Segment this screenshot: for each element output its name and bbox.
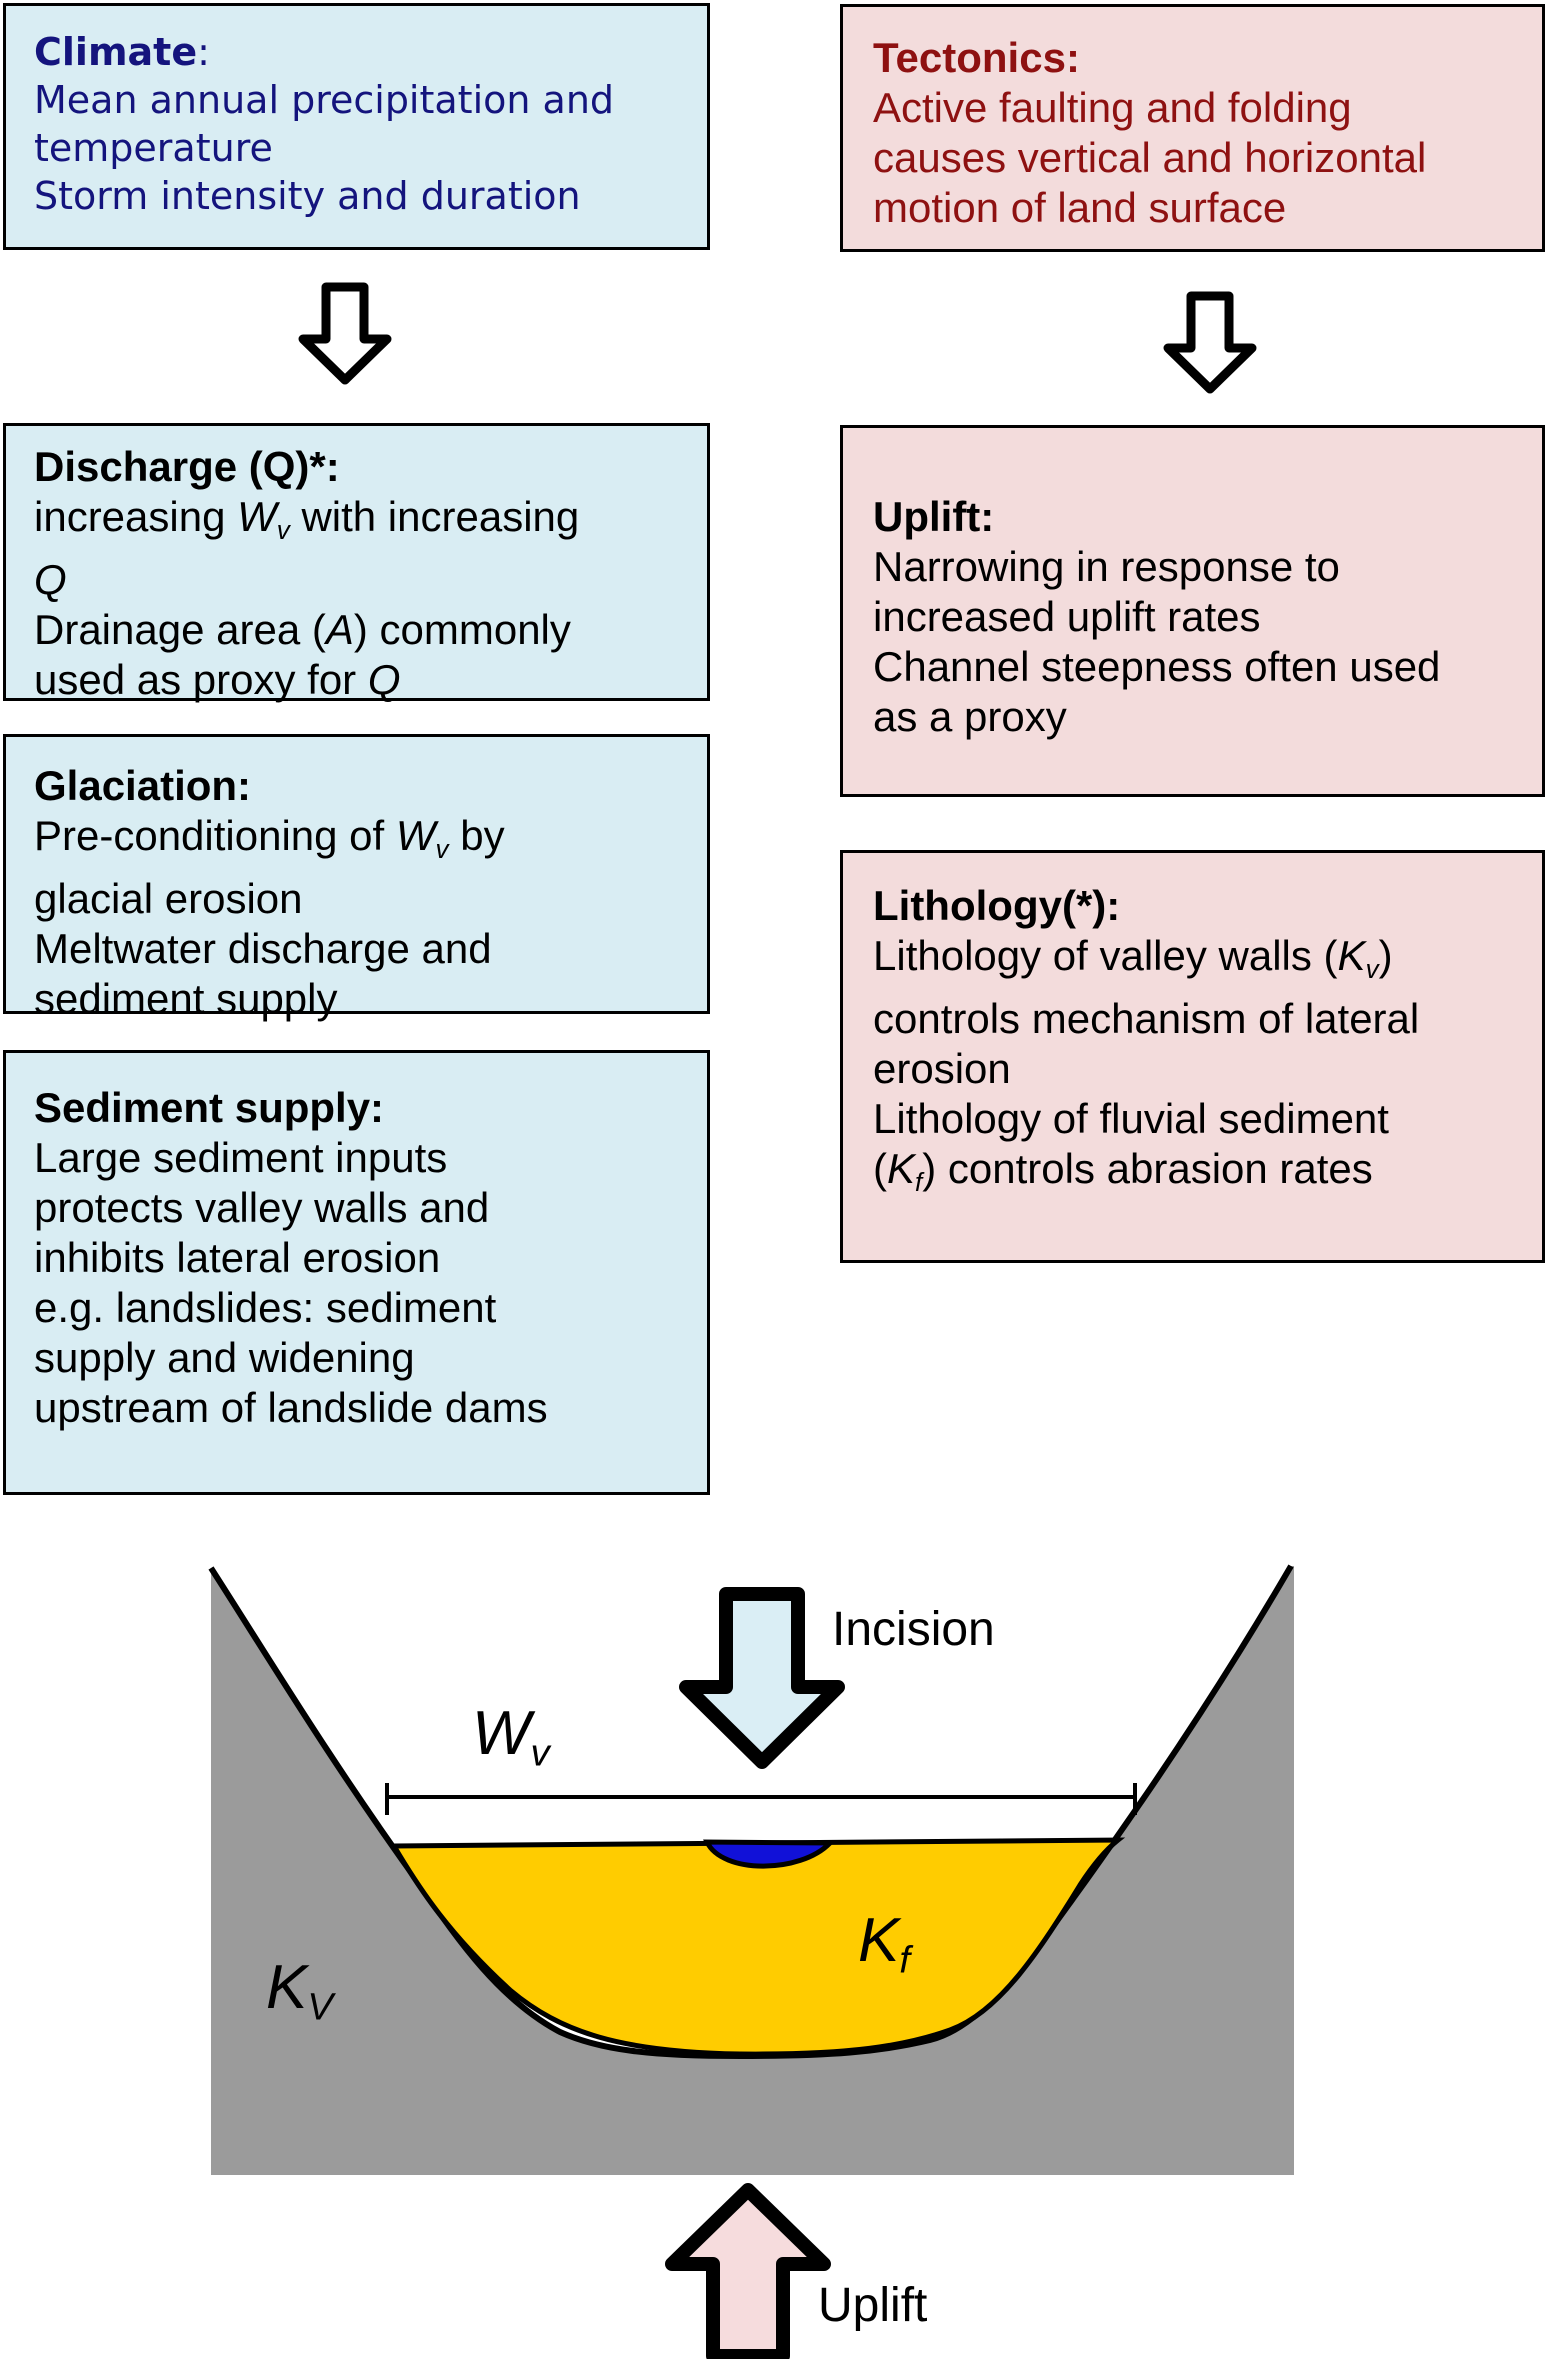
text-line — [34, 1333, 679, 1383]
text-line — [873, 881, 1512, 931]
discharge-box — [3, 423, 710, 701]
text-segment: Climate — [34, 30, 198, 74]
text-segment: Pre-conditioning of — [34, 812, 396, 859]
text-segment: Lithology of valley walls ( — [873, 932, 1338, 979]
text-line — [873, 83, 1512, 133]
text-line — [873, 931, 1512, 994]
text-segment: Active faulting and folding — [873, 84, 1352, 131]
text-segment: Q — [367, 655, 401, 703]
down-arrow-icon — [303, 287, 387, 380]
text-segment: erosion — [873, 1044, 1011, 1092]
text-segment: ) commonly — [353, 605, 571, 653]
text-segment: Large sediment inputs — [34, 1134, 448, 1181]
text-line — [34, 874, 679, 924]
text-line — [873, 1094, 1512, 1144]
text-line — [34, 124, 679, 172]
text-segment: A — [325, 605, 354, 653]
text-segment: K — [1337, 932, 1366, 979]
text-segment: f — [899, 1938, 911, 1982]
tectonics-box — [840, 4, 1545, 252]
down-arrow-icon — [1168, 296, 1252, 389]
text-line — [873, 133, 1512, 183]
text-segment: v — [1365, 953, 1379, 984]
text-segment: : — [197, 30, 210, 74]
sediment-erodibility-label — [858, 1905, 910, 1983]
text-line — [873, 183, 1512, 233]
text-segment: glacial erosion — [34, 874, 303, 922]
incision-label: Incision — [832, 1603, 995, 1656]
text-line — [873, 1144, 1512, 1207]
text-line — [34, 1183, 679, 1233]
text-segment: Lithology(*): — [873, 882, 1121, 929]
text-segment: W — [395, 812, 436, 859]
text-segment: Channel steepness often used — [873, 643, 1441, 690]
text-segment: Lithology of fluvial sediment — [873, 1094, 1389, 1142]
text-line — [873, 33, 1512, 83]
text-line — [873, 692, 1512, 742]
text-segment: used as proxy for — [34, 655, 368, 703]
text-segment: Drainage area ( — [34, 605, 326, 653]
text-segment: controls mechanism of lateral — [873, 994, 1420, 1042]
text-line — [34, 974, 679, 1024]
text-segment: inhibits lateral erosion — [34, 1234, 441, 1281]
text-line — [873, 592, 1512, 642]
text-line — [873, 642, 1512, 692]
text-segment: W — [237, 493, 277, 540]
text-line — [34, 76, 679, 124]
wv-dimension-line — [387, 1783, 1135, 1815]
climate-box — [3, 3, 710, 250]
text-line — [34, 555, 679, 605]
text-line — [873, 492, 1512, 542]
text-segment: ( — [873, 1144, 887, 1192]
text-line — [34, 1383, 679, 1433]
text-segment: Tectonics: — [873, 34, 1080, 81]
text-segment: by — [448, 812, 505, 859]
text-segment: v — [435, 833, 449, 864]
bedrock-erodibility-label — [266, 1952, 333, 2030]
text-line — [873, 994, 1512, 1044]
text-segment: K — [887, 1144, 916, 1192]
text-line — [34, 924, 679, 974]
text-segment: Narrowing in response to — [873, 543, 1340, 590]
text-segment: W — [472, 1699, 531, 1768]
sediment-supply-box — [3, 1050, 710, 1495]
text-segment: ) controls abrasion rates — [922, 1144, 1373, 1192]
text-segment: Meltwater discharge and — [34, 924, 492, 972]
text-segment: supply and widening — [34, 1334, 415, 1381]
text-line — [34, 442, 679, 492]
uplift-box — [840, 425, 1545, 797]
text-segment: Sediment supply: — [34, 1084, 385, 1131]
text-segment: protects valley walls and — [34, 1184, 490, 1231]
text-segment: causes vertical and horizontal — [873, 134, 1427, 181]
text-segment: v — [276, 514, 290, 545]
text-line — [34, 492, 679, 555]
text-segment: e.g. landslides: sediment — [34, 1284, 497, 1331]
text-segment: f — [915, 1166, 923, 1197]
text-segment: Discharge (Q)*: — [34, 443, 340, 490]
text-segment: Uplift: — [873, 493, 995, 540]
text-segment: increased uplift rates — [873, 593, 1261, 640]
text-segment: with increasing — [289, 493, 580, 540]
text-line — [34, 811, 679, 874]
text-segment: Mean annual precipitation and — [34, 78, 615, 122]
valley-width-label — [472, 1698, 550, 1776]
text-segment: Storm intensity and duration — [34, 174, 581, 218]
text-segment: upstream of landslide dams — [34, 1384, 548, 1431]
text-line — [873, 542, 1512, 592]
text-segment: ) — [1378, 932, 1393, 979]
glaciation-box — [3, 734, 710, 1022]
text-line — [34, 1133, 679, 1183]
incision-arrow-icon — [686, 1594, 838, 1762]
text-line — [34, 1233, 679, 1283]
text-segment: sediment supply — [34, 974, 338, 1022]
text-segment: K — [858, 1906, 900, 1975]
text-line — [34, 655, 679, 705]
text-line — [873, 1044, 1512, 1094]
text-segment: V — [307, 1985, 333, 2029]
text-segment: temperature — [34, 126, 273, 170]
text-segment: Q — [34, 555, 67, 603]
text-segment: v — [530, 1731, 550, 1775]
text-segment: motion of land surface — [873, 184, 1287, 231]
text-line — [34, 1083, 679, 1133]
text-segment: Glaciation: — [34, 762, 252, 809]
uplift-label: Uplift — [818, 2279, 928, 2332]
text-line — [34, 1283, 679, 1333]
text-line — [34, 172, 679, 220]
uplift-arrow-icon — [672, 2190, 824, 2356]
text-segment: as a proxy — [873, 693, 1067, 740]
text-line — [34, 28, 679, 76]
lithology-box — [840, 850, 1545, 1263]
text-line — [34, 761, 679, 811]
text-segment: K — [266, 1953, 308, 2022]
text-segment: increasing — [34, 493, 238, 540]
text-line — [34, 605, 679, 655]
